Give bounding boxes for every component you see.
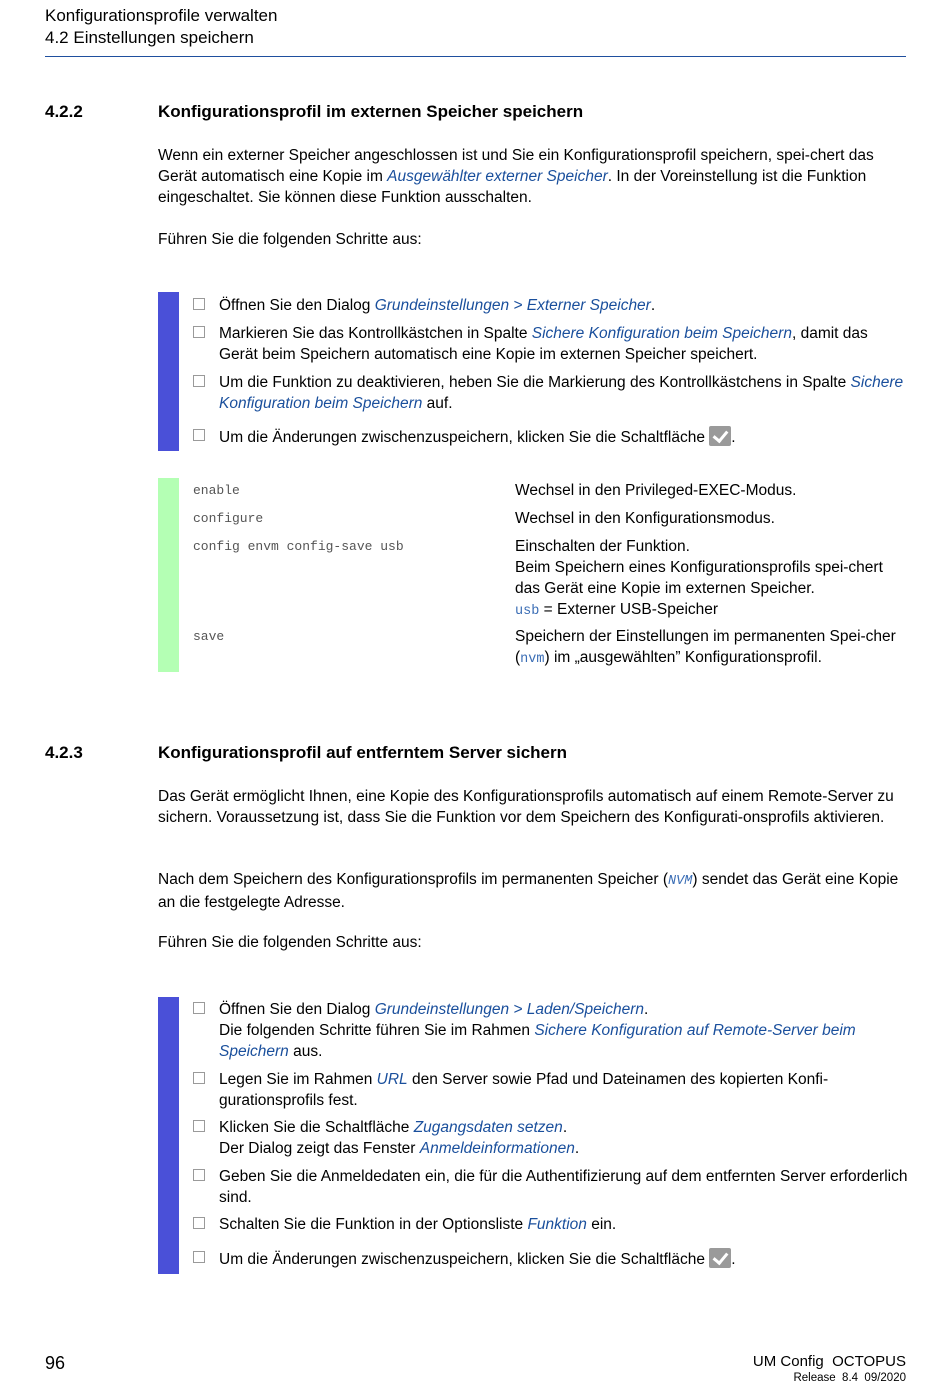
- cli-description: [515, 626, 910, 670]
- step-item: [193, 1069, 908, 1111]
- header-rule: [45, 56, 906, 57]
- text: ) sendet das Gerät eine Kopie an die festgelegte Adresse.: [158, 871, 899, 911]
- step-item: [193, 1248, 908, 1270]
- text: den Server sowie Pfad und Dateinamen des kopierten Konfi-gurationsprofils fest.: [219, 1071, 829, 1109]
- cli-description: [515, 536, 910, 622]
- checkbox-icon: [193, 1251, 205, 1263]
- ui-reference: Sichere Konfiguration beim Speichern: [219, 374, 904, 412]
- text: Speichern der Einstellungen im permanenten Spei-cher (: [515, 628, 896, 666]
- ui-reference: Funktion: [527, 1216, 587, 1233]
- ui-reference: Sichere Konfiguration beim Speichern: [531, 325, 792, 342]
- text: .: [644, 1001, 649, 1018]
- ui-reference: Ausgewählter externer Speicher: [387, 168, 608, 185]
- step-item: [193, 1117, 908, 1159]
- text: , damit das Gerät beim Speichern automatisch eine Kopie im externen Speicher speichert.: [219, 325, 868, 363]
- cli-description: Wechsel in den Privileged-EXEC-Modus.: [515, 482, 797, 499]
- checkbox-icon: [193, 1169, 205, 1181]
- checkbox-icon: [193, 1120, 205, 1132]
- ui-reference: Zugangsdaten setzen: [413, 1119, 563, 1136]
- text: .: [731, 1251, 736, 1268]
- mono-term: usb: [515, 604, 540, 619]
- checkbox-icon: [193, 326, 205, 338]
- text: Um die Funktion zu deaktivieren, heben Sie die Markierung des Kontrollkästchens in Spalte: [219, 374, 851, 391]
- instruction-lead: Führen Sie die folgenden Schritte aus:: [158, 934, 422, 951]
- ui-reference: Sichere Konfiguration auf Remote-Server beim Speichern: [219, 1022, 856, 1060]
- checkbox-icon: [193, 1002, 205, 1014]
- instruction-lead: Führen Sie die folgenden Schritte aus:: [158, 231, 422, 248]
- section-number: 4.2.3: [45, 743, 83, 762]
- checkbox-icon: [193, 298, 205, 310]
- checkbox-icon: [193, 429, 205, 441]
- text: Nach dem Speichern des Konfigurationsprofils im permanenten Speicher (: [158, 871, 669, 888]
- cli-command: config envm config-save usb: [193, 539, 404, 554]
- intro-paragraph: Das Gerät ermöglicht Ihnen, eine Kopie des Konfigurationsprofils automatisch auf einem Remote-Server zu sichern. Voraussetzung ist, dass Sie die Funktion vor dem Speichern des Konfigurati-onsprofils aktivieren.: [158, 788, 894, 826]
- page-number: 96: [45, 1353, 66, 1373]
- text: Öffnen Sie den Dialog: [219, 1001, 375, 1018]
- text: Legen Sie im Rahmen: [219, 1071, 377, 1088]
- text: aus.: [288, 1043, 323, 1060]
- nvm-paragraph: [158, 869, 908, 913]
- step-item: [193, 1166, 908, 1208]
- mono-term: nvm: [520, 652, 545, 667]
- steps-marker-bar: [158, 292, 179, 451]
- cli-command: save: [193, 629, 225, 644]
- running-header-chapter: Konfigurationsprofile verwalten: [45, 6, 278, 25]
- cli-description: Wechsel in den Konfigurationsmodus.: [515, 510, 775, 527]
- text: Wenn ein externer Speicher angeschlossen ist und Sie ein Konfigurationsprofil speichern, spei-chert das Gerät automatisch eine Kopie im: [158, 147, 874, 185]
- step-item: [193, 1214, 908, 1235]
- text: Die folgenden Schritte führen Sie im Rahmen: [219, 1022, 535, 1039]
- text: ein.: [586, 1216, 617, 1233]
- steps-marker-bar: [158, 997, 179, 1274]
- text: Einschalten der Funktion.: [515, 538, 690, 555]
- section-title: Konfigurationsprofil auf entferntem Server sichern: [158, 743, 568, 762]
- ui-reference: URL: [376, 1071, 408, 1088]
- text: = Externer USB-Speicher: [539, 601, 719, 618]
- text: .: [562, 1119, 568, 1136]
- document-title: UM Config OCTOPUS: [752, 1353, 906, 1370]
- step-item: [193, 372, 908, 414]
- step-item: [193, 999, 908, 1062]
- text: .: [574, 1140, 580, 1157]
- checkbox-icon: [193, 1217, 205, 1229]
- section-title: Konfigurationsprofil im externen Speicher speichern: [158, 102, 584, 121]
- running-header-section: 4.2 Einstellungen speichern: [45, 28, 254, 47]
- checkmark-icon: [709, 1248, 731, 1268]
- mono-term: NVM: [668, 874, 693, 889]
- ui-reference: Anmeldeinformationen: [419, 1140, 575, 1157]
- release-info: Release 8.4 09/2020: [793, 1372, 906, 1384]
- text: Um die Änderungen zwischenzuspeichern, klicken Sie die Schaltfläche: [219, 1251, 710, 1268]
- checkmark-icon: [709, 426, 731, 446]
- step-item: [193, 295, 908, 316]
- cli-command: configure: [193, 511, 264, 526]
- text: Um die Änderungen zwischenzuspeichern, klicken Sie die Schaltfläche: [219, 429, 710, 446]
- intro-paragraph: [158, 145, 908, 208]
- text: .: [731, 429, 736, 446]
- checkbox-icon: [193, 375, 205, 387]
- text: Öffnen Sie den Dialog: [219, 297, 375, 314]
- ui-reference: Grundeinstellungen > Laden/Speichern: [374, 1001, 644, 1018]
- step-item: [193, 426, 908, 448]
- text: Schalten Sie die Funktion in der Optionsliste: [219, 1216, 528, 1233]
- cli-command: enable: [193, 483, 240, 498]
- text: Markieren Sie das Kontrollkästchen in Spalte: [219, 325, 532, 342]
- text: . In der Voreinstellung ist die Funktion eingeschaltet. Sie können diese Funktion ausschalten.: [158, 168, 867, 206]
- section-number: 4.2.2: [45, 102, 83, 121]
- text: Der Dialog zeigt das Fenster: [219, 1140, 420, 1157]
- text: ) im „ausgewählten” Konfigurationsprofil.: [544, 649, 822, 666]
- ui-reference: Grundeinstellungen > Externer Speicher: [374, 297, 651, 314]
- text: auf.: [422, 395, 453, 412]
- text: Klicken Sie die Schaltfläche: [219, 1119, 414, 1136]
- checkbox-icon: [193, 1072, 205, 1084]
- cli-marker-bar: [158, 478, 179, 672]
- step-item: [193, 323, 908, 365]
- text: .: [650, 297, 656, 314]
- text: Beim Speichern eines Konfigurationsprofils spei-chert das Gerät eine Kopie im externen Speicher.: [515, 559, 883, 597]
- text: Geben Sie die Anmeldedaten ein, die für die Authentifizierung auf dem entfernten Server erforderlich sind.: [219, 1168, 908, 1206]
